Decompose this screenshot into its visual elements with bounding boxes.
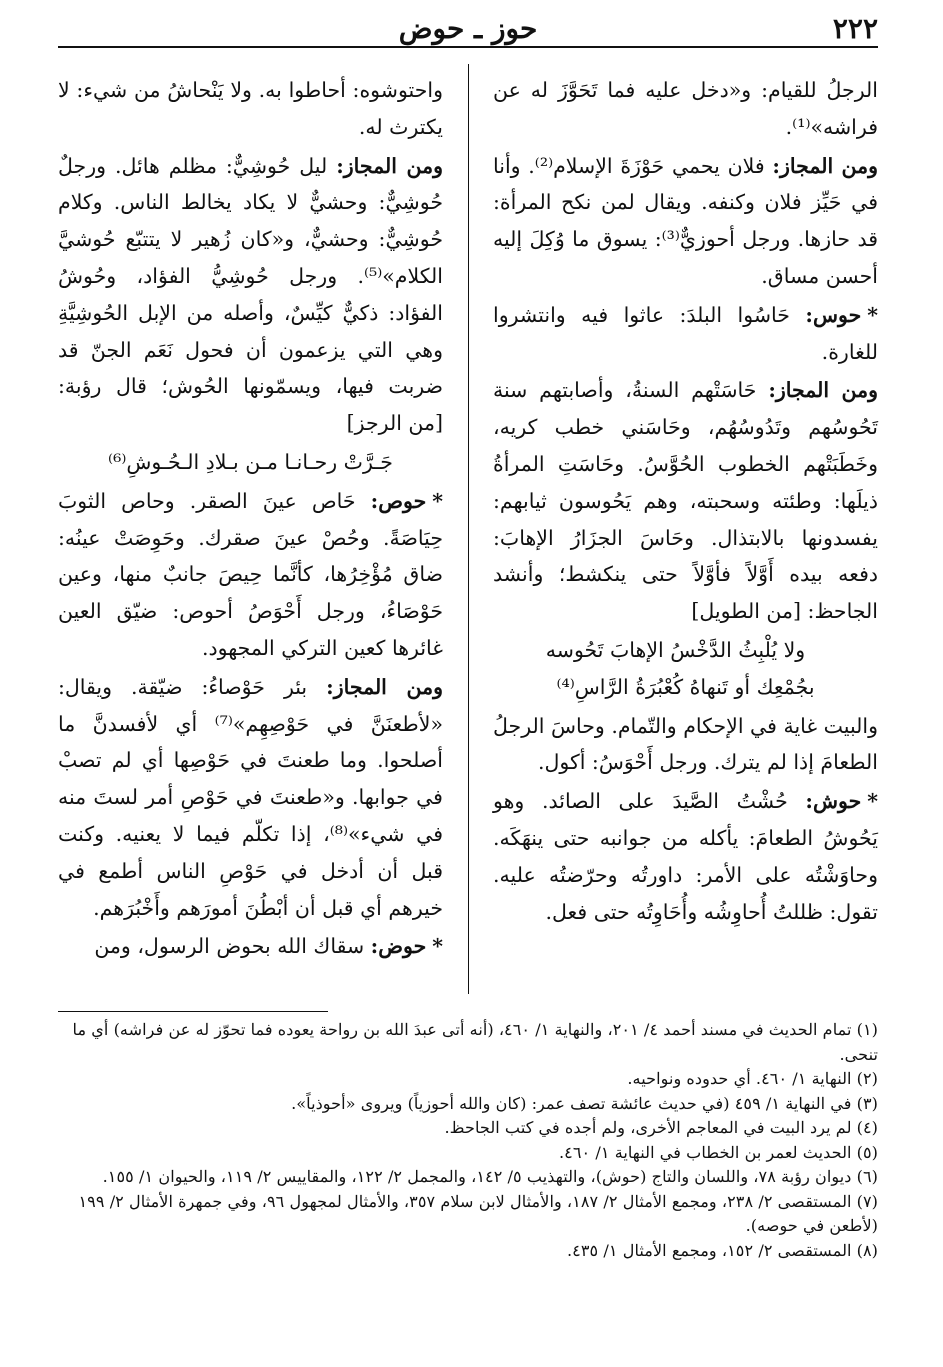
paragraph-text: حَاسَتْهم السنةُ، وأصابتهم سنة تَحُوسُهم وتَدُوسُهُم، وحَاسَني خطب كريه، وخَطَبَتْهم الخطوب الحُوَّسُ. وحَاسَتِ المرأةُ ذيلَها: وطئته وسحبته، وهم يَحُوسون ثيابهم: يفسدونها بالابتذال. وحَاسَ الجزَارُ الإهابَ: دفعه بيده أَوَّلاً فأوَّلاً حتى ينكشط؛ وأنشد الجاحظ: [من الطويل] (493, 378, 878, 624)
running-head: حوز ـ حوض (398, 12, 538, 45)
entry-star-icon: * (432, 488, 443, 513)
entry-head: حوض: (370, 934, 427, 959)
footnote: (٨) المستقصى ٢/ ١٥٢، ومجمع الأمثال ١/ ٤٣٥. (566, 1240, 878, 1260)
majaz-label: ومن المجاز: (768, 378, 878, 403)
entry (493, 297, 878, 371)
entry-head: حوش: (805, 789, 862, 814)
entry (493, 783, 878, 930)
header-rule (58, 46, 878, 48)
entry-text: سقاك الله بحوض الرسول، ومن (94, 934, 371, 959)
verse-line: جَـرَّتْ رحـانـا مـن بـلادِ الـحُـوشِ⁽⁶⁾ (108, 449, 393, 474)
paragraph-text: واحتوشوه: أحاطوا به. ولا يَنْحاشُ من شيء: لا يكترث له. (58, 78, 443, 139)
paragraph (58, 72, 443, 146)
paragraph-text: الرجلُ للقيام: و«دخل عليه فما تَحَوَّزَ له عن فراشه»⁽¹⁾. (493, 78, 878, 139)
left-column (58, 72, 443, 965)
entry (58, 928, 443, 965)
footnote: (١) تمام الحديث في مسند أحمد ٤/ ٢٠١، والنهاية ١/ ٤٦٠، (أنه أتى عبدَ الله بن رواحة يعوده فما تحوّز له عن فراشه) أي ما تنحى. (72, 1020, 878, 1064)
majaz-label: ومن المجاز: (772, 153, 878, 178)
entry-head: حوص: (370, 488, 427, 513)
paragraph (493, 708, 878, 782)
paragraph (493, 148, 878, 295)
page-number: ٢٢٢ (832, 12, 878, 45)
footnote: (٧) المستقصى ٢/ ٢٣٨، ومجمع الأمثال ٢/ ١٨٧، والأمثال لابن سلام ٣٥٧، والأمثال لمجهول ٩٦، وفي جمهرة الأمثال ٢/ ١٩٩ (لأطعن في حوصه). (78, 1191, 878, 1235)
footnote-rule (58, 1011, 328, 1012)
paragraph (58, 148, 443, 442)
paragraph-text: بئر حَوْصاءُ: ضيّقة. ويقال: «لأطعنَنَّ في حَوْصِهِم»⁽⁷⁾ أي لأفسدنَّ ما أصلحوا. وما طعنتَ في حَوْصِها أي لم تصبْ في جوابها. و«طعنتَ في حَوْصِ أمر لستَ منه في شيء»⁽⁸⁾، إذا تكلّم فيما لا يعنيه. وكنت قبل أن أدخل في حَوْصِ الناس أطمع في خيرهم أي قبل أن أبْطُنَ أمورَهم وأَخْبُرَهم. (58, 674, 444, 920)
page-header (58, 12, 878, 44)
footnote: (٥) الحديث لعمر بن الخطاب في النهاية ١/ ٤٦٠. (558, 1142, 878, 1162)
entry (58, 483, 443, 667)
verse (493, 632, 878, 706)
paragraph-text: ليل حُوشِيٌّ: مظلم هائل. ورجلٌ حُوشِيٌّ: وحشيٌّ لا يكاد يخالط الناس. وكلام حُوشِيٌّ: وحشيٌّ، و«كان زُهير لا يتتبّع حُوشيَّ الكلام»⁽⁵⁾. ورجل حُوشِيُّ الفؤاد، وحُوشُ الفؤاد: ذكيٌّ كيِّسٌ، وأصله من الإبل الحُوشِيَّةِ وهي التي يزعمون أن فحول نَعَم الجنّ قد ضربت فيها، ويسمّونها الحُوش؛ قال رؤبة: [من الرجز] (58, 153, 443, 436)
entry-text: حَاسُوا البلدَ: عاثوا فيه وانتشروا للغارة. (493, 302, 878, 364)
verse-line: ولا يُلْبِثُ الدَّخْسُ الإهابَ تَحُوسه (545, 637, 806, 662)
paragraph (493, 72, 878, 146)
entry-star-icon: * (432, 934, 443, 959)
entry-text: حَاص عينَ الصقر. وحاص الثوبَ حِيَاصَةً. وحُصْ عينَ صقرك. وحَوِصَتْ عينُه: ضاق مُؤْخِرُها، كأنَّما حِيصَ جانبٌ منها، وعين حَوْصَاءُ، ورجل أَحْوَصُ أحوص: ضيّق العين غائرها كعين التركي المجهود. (58, 488, 443, 660)
entry-star-icon: * (867, 789, 878, 814)
footnote: (٦) ديوان رؤبة ٧٨، واللسان والتاج (حوش)، والتهذيب ٥/ ١٤٢، والمجمل ٢/ ١٢٢، والمقاييس ٢/ ١١٩، والحيوان ١/ ١٥٥. (102, 1167, 878, 1186)
paragraph (493, 372, 878, 630)
entry-text: حُشْتُ الصَّيدَ على الصائد. وهو يَحُوشُ الطعامَ: يأكله من جوانبه حتى ينهَكَه. وحاوَشْتُه على الأمر: داورتُه وحرّضتُه عليه. تقول: ظللتُ أُحاوِشُه وأُحَاوِتُه حتى فعل. (493, 789, 878, 924)
footnote: (٢) النهاية ١/ ٤٦٠. أي حدوده ونواحيه. (627, 1069, 878, 1088)
footnote: (٣) في النهاية ١/ ٤٥٩ (في حديث عائشة تصف عمر: (كان والله أحوزياً) ويروى «أحوذياً». (291, 1093, 878, 1113)
column-divider (468, 64, 469, 994)
verse (58, 444, 443, 481)
paragraph (58, 669, 443, 927)
paragraph-text: والبيت غاية في الإحكام والتّمام. وحاسَ الرجلُ الطعامَ إذا لم يترك. ورجل أَحْوَسُ: أكول. (493, 713, 878, 775)
footnotes (58, 1018, 878, 1263)
entry-star-icon: * (867, 302, 878, 327)
book-page (58, 0, 878, 1367)
entry-head: حوس: (805, 302, 862, 327)
verse-line: بجُمْعِك أو تَنهاهُ كُعْبُرَةُ الرَّاسِ⁽⁴⁾ (556, 674, 815, 699)
majaz-label: ومن المجاز: (336, 153, 443, 178)
right-column (493, 72, 878, 930)
majaz-label: ومن المجاز: (326, 674, 443, 699)
paragraph-text: فلان يحمي حَوْزَةَ الإسلام⁽²⁾. وأنا في حَيِّز فلان وكنفه. ويقال لمن نكح المرأة: قد حازها. ورجل أحوزيٌّ⁽³⁾: يسوق ما وُكِلَ إليه أحسن مساق. (493, 153, 879, 288)
footnote: (٤) لم يرد البيت في المعاجم الأخرى، ولم أجده في كتب الجاحظ. (444, 1118, 878, 1137)
